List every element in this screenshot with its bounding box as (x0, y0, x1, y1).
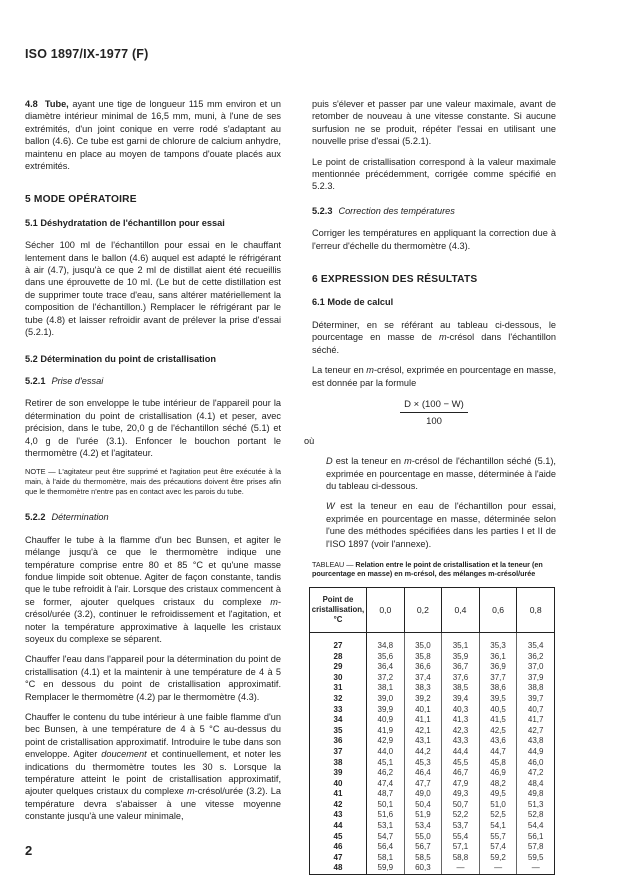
table-row (310, 662, 555, 673)
clause-number: 4.8 (25, 99, 38, 109)
table-cell: 55,0 (404, 832, 442, 843)
section-5-2-2-para-1: Chauffer le tube à la flamme d'un bec Bunsen, et agiter le mélange jusqu'à ce que le thermomètre indique une température comprise entre 80 et 85 °C et qu'une masse fondue limpide soit obtenue. Agiter de façon constante, tandis que le tube refroidit à l'air. Lorsque des cristaux commencent à se former, ajouter quelques cristaux du complexe m-crésol/urée (3.2), continuer le refroidissement et l'agitation, et noter la température approximative à laquelle les cristaux soyeux du complexe se séparent. (25, 534, 281, 644)
table-cell: 53,1 (367, 821, 405, 832)
table-cell: 59,5 (517, 853, 555, 864)
table-cell: 51,9 (404, 810, 442, 821)
table-cell: 48,7 (367, 789, 405, 800)
row-temperature: 48 (310, 863, 367, 874)
continued-para-2: Le point de cristallisation correspond à la valeur maximale mentionnée précédemment, corrigée comme spécifié en 5.2.3. (312, 156, 556, 192)
row-temperature: 43 (310, 810, 367, 821)
table-cell: 35,1 (442, 632, 480, 651)
table-cell: 49,3 (442, 789, 480, 800)
table-cell: 44,4 (442, 747, 480, 758)
table-cell: 41,5 (479, 715, 517, 726)
table-cell: 38,5 (442, 683, 480, 694)
table-cell: 36,2 (517, 652, 555, 663)
table-cell: 56,7 (404, 842, 442, 853)
table-cell: 49,0 (404, 789, 442, 800)
section-6-1-title: 6.1 Mode de calcul (312, 297, 394, 308)
table-row (310, 736, 555, 747)
row-temperature: 33 (310, 705, 367, 716)
row-temperature: 47 (310, 853, 367, 864)
table-cell: 36,6 (404, 662, 442, 673)
table-cell: 57,8 (517, 842, 555, 853)
table-cell: 44,9 (517, 747, 555, 758)
table-cell: — (442, 863, 480, 874)
column-header: 0,2 (404, 587, 442, 632)
table-cell: 48,2 (479, 779, 517, 790)
table-row (310, 758, 555, 769)
table-row (310, 810, 555, 821)
table-cell: 50,7 (442, 800, 480, 811)
table-row (310, 863, 555, 874)
section-5-2-2-para-3: Chauffer le contenu du tube intérieur à une faible flamme d'un bec Bunsen, à une température de 4 à 5 °C au-dessus du point de cristallisation approximatif. Introduire le tube dans son enveloppe. Agiter doucement et continuellement, et noter les indications du thermomètre toutes les 30 s. Lorsque la température atteint le point de cristallisation approximatif, ajouter quelques cristaux du complexe m-crésol/urée (3.2). La température devra s'abaisser à une vitesse moyenne constante jusqu'à une valeur minimale, (25, 712, 281, 822)
table-cell: 41,1 (404, 715, 442, 726)
table-cell: 46,2 (367, 768, 405, 779)
table-header-row (310, 587, 555, 632)
crystallization-table (309, 587, 555, 875)
table-cell: 49,5 (479, 789, 517, 800)
table-cell: 39,0 (367, 694, 405, 705)
table-cell: 37,9 (517, 673, 555, 684)
table-cell: 49,8 (517, 789, 555, 800)
table-cell: 45,3 (404, 758, 442, 769)
table-cell: 55,4 (442, 832, 480, 843)
table-row (310, 832, 555, 843)
table-cell: 37,6 (442, 673, 480, 684)
table-cell: 47,9 (442, 779, 480, 790)
table-row (310, 747, 555, 758)
table-cell: 42,7 (517, 726, 555, 737)
table-cell: 46,7 (442, 768, 480, 779)
clause-term: Tube, (44, 99, 69, 109)
row-temperature: 41 (310, 789, 367, 800)
row-temperature: 31 (310, 683, 367, 694)
table-cell: 34,8 (367, 632, 405, 651)
table-cell: 50,1 (367, 800, 405, 811)
section-5-2-3-title: 5.2.3 Correction des températures (312, 205, 455, 216)
table-cell: 46,9 (479, 768, 517, 779)
table-row (310, 800, 555, 811)
table-cell: 41,7 (517, 715, 555, 726)
table-row (310, 652, 555, 663)
table-row (310, 683, 555, 694)
table-cell: 41,3 (442, 715, 480, 726)
table-cell: 52,8 (517, 810, 555, 821)
table-cell: 38,8 (517, 683, 555, 694)
section-5-1-title: 5.1 Déshydratation de l'échantillon pour essai (25, 217, 225, 228)
table-cell: 53,7 (442, 821, 480, 832)
right-column (304, 98, 557, 875)
table-row (310, 632, 555, 651)
table-cell: 40,9 (367, 715, 405, 726)
table-cell: 39,5 (479, 694, 517, 705)
row-temperature: 35 (310, 726, 367, 737)
table-cell: 39,9 (367, 705, 405, 716)
section-5-2-3-text: Corriger les températures en appliquant la correction due à l'erreur d'échelle du thermomètre (4.3). (312, 228, 556, 251)
table-cell: — (479, 863, 517, 874)
table-cell: 58,1 (367, 853, 405, 864)
column-header: 0,6 (479, 587, 517, 632)
table-cell: 57,1 (442, 842, 480, 853)
table-cell: 44,2 (404, 747, 442, 758)
table-cell: 44,7 (479, 747, 517, 758)
table-cell: 42,5 (479, 726, 517, 737)
table-cell: 52,2 (442, 810, 480, 821)
definition-d: D est la teneur en m-crésol de l'échantillon séché (5.1), exprimée en pourcentage en masse, déterminée à l'aide du tableau ci-dessous. (326, 456, 556, 491)
table-cell: 38,3 (404, 683, 442, 694)
section-5-2-2-para-2: Chauffer l'eau dans l'appareil pour la détermination du point de cristallisation (4.1) et la maintenir à une température de 4 à 5 °C en dessous du point de cristallisation approximatif. Remplacer le thermomètre (4.2) par le thermomètre (4.3). (25, 654, 281, 702)
row-temperature: 36 (310, 736, 367, 747)
table-cell: 35,8 (404, 652, 442, 663)
page-number: 2 (25, 843, 33, 858)
table-cell: 42,3 (442, 726, 480, 737)
left-column (25, 98, 281, 831)
table-cell: 36,4 (367, 662, 405, 673)
table-cell: 51,3 (517, 800, 555, 811)
table-row (310, 853, 555, 864)
table-cell: 35,3 (479, 632, 517, 651)
table-row (310, 705, 555, 716)
column-header-temperature: Point de cristallisation, °C (310, 587, 367, 632)
table-cell: 35,0 (404, 632, 442, 651)
table-cell: 42,9 (367, 736, 405, 747)
row-temperature: 46 (310, 842, 367, 853)
table-cell: 45,1 (367, 758, 405, 769)
clause-text: ayant une tige de longueur 115 mm environ et un diamètre intérieur minimal de 16,5 mm, muni, à l'une de ses extrémités, d'un joint conique en verre rodé s'adaptant au ballon (4.6). Ce tube est garni de chlorure de calcium anhydre, maintenu en place au moyen de tampons d'ouate placés aux extrémités. (25, 99, 281, 172)
table-cell: 37,0 (517, 662, 555, 673)
table-row (310, 842, 555, 853)
table-cell: 37,7 (479, 673, 517, 684)
table-cell: 58,8 (442, 853, 480, 864)
table-cell: 40,7 (517, 705, 555, 716)
section-6-1-para-2: La teneur en m-crésol, exprimée en pourcentage en masse, est donnée par la formule (312, 365, 556, 388)
table-row (310, 673, 555, 684)
row-temperature: 32 (310, 694, 367, 705)
table-cell: 45,5 (442, 758, 480, 769)
table-cell: 57,4 (479, 842, 517, 853)
table-cell: 52,5 (479, 810, 517, 821)
row-temperature: 28 (310, 652, 367, 663)
table-cell: 48,4 (517, 779, 555, 790)
section-5-1-text: Sécher 100 ml de l'échantillon pour essai en le chauffant lentement dans le ballon (4.6) auquel est adapté le réfrigérant à air (4.7), jusqu'à ce que 2 ml de distillat aient été recueillis dans une éprouvette de 10 ml. (Le but de cette distillation est de supprimer toute trace d'eau, sans altérer matériellement la composition de l'échantillon.) Remplacer le réfrigérant par le tube (4.8) et laisser refroidir avant de prélever la prise d'essai (5.2.1). (25, 240, 281, 338)
row-temperature: 38 (310, 758, 367, 769)
table-cell: 39,4 (442, 694, 480, 705)
table-cell: 36,1 (479, 652, 517, 663)
table-row (310, 726, 555, 737)
table-cell: 36,9 (479, 662, 517, 673)
table-cell: 35,6 (367, 652, 405, 663)
table-cell: 47,2 (517, 768, 555, 779)
table-row (310, 694, 555, 705)
row-temperature: 44 (310, 821, 367, 832)
table-cell: 43,8 (517, 736, 555, 747)
table-caption: TABLEAU — Relation entre le point de cristallisation et la teneur (en pourcentage en masse) en m-crésol, des mélanges m-crésol/urée (312, 559, 543, 579)
row-temperature: 40 (310, 779, 367, 790)
table-cell: 38,6 (479, 683, 517, 694)
definition-w: W est la teneur en eau de l'échantillon pour essai, exprimée en pourcentage en masse, déterminée selon l'une des méthodes spécifiées dans les parties I et II de l'ISO 1897 (voir l'annexe). (326, 501, 556, 549)
section-6-1-para-1: Déterminer, en se référant au tableau ci-dessous, le pourcentage en masse de m-crésol dans l'échantillon séché. (312, 319, 557, 355)
table-cell: 39,2 (404, 694, 442, 705)
table-cell: 37,2 (367, 673, 405, 684)
row-temperature: 34 (310, 715, 367, 726)
column-header: 0,8 (517, 587, 555, 632)
table-row (310, 821, 555, 832)
table-cell: 38,1 (367, 683, 405, 694)
table-cell: 39,7 (517, 694, 555, 705)
section-5-2-2-title: 5.2.2 Détermination (25, 512, 109, 523)
section-5-2-1-text: Retirer de son enveloppe le tube intérieur de l'appareil pour la détermination du point de cristallisation (4.1) et peser, avec précision, dans le tube, 20,0 g de l'échantillon séché (5.1) et 4,0 g de l'urée (3.1). Enfoncer le bouchon portant le thermomètre (4.2) et l'agitateur. (25, 398, 281, 458)
row-temperature: 37 (310, 747, 367, 758)
table-cell: 56,4 (367, 842, 405, 853)
table-cell: 45,8 (479, 758, 517, 769)
table-cell: 40,5 (479, 705, 517, 716)
table-cell: 37,4 (404, 673, 442, 684)
table-cell: 54,7 (367, 832, 405, 843)
formula (312, 399, 556, 429)
table-cell: 44,0 (367, 747, 405, 758)
table-row (310, 789, 555, 800)
table-cell: 43,6 (479, 736, 517, 747)
table-cell: 55,7 (479, 832, 517, 843)
section-5-2-title: 5.2 Détermination du point de cristallisation (25, 353, 216, 364)
where-label: où (304, 435, 315, 446)
table-cell: 51,6 (367, 810, 405, 821)
section-6-title: 6 EXPRESSION DES RÉSULTATS (312, 274, 478, 286)
formula-numerator: D × (100 − W) (400, 399, 468, 413)
table-cell: 58,5 (404, 853, 442, 864)
table-cell: 51,0 (479, 800, 517, 811)
table-cell: 43,1 (404, 736, 442, 747)
row-temperature: 42 (310, 800, 367, 811)
continued-para-1: puis s'élever et passer par une valeur maximale, avant de retomber de nouveau à une vitesse constante. Si aucune surfusion ne se produit, répéter l'essai en utilisant une nouvelle prise d'essai (5.2.1). (312, 99, 556, 147)
table-row (310, 779, 555, 790)
table-row (310, 715, 555, 726)
column-header: 0,0 (367, 587, 405, 632)
table-cell: 40,3 (442, 705, 480, 716)
table-cell: 43,3 (442, 736, 480, 747)
table-cell: 53,4 (404, 821, 442, 832)
document-header: ISO 1897/IX-1977 (F) (25, 47, 149, 61)
table-cell: 59,2 (479, 853, 517, 864)
table-row (310, 768, 555, 779)
table-cell: 54,4 (517, 821, 555, 832)
table-cell: 50,4 (404, 800, 442, 811)
row-temperature: 27 (310, 632, 367, 651)
row-temperature: 30 (310, 673, 367, 684)
formula-denominator: 100 (426, 416, 442, 428)
table-cell: 47,4 (367, 779, 405, 790)
note: NOTE — L'agitateur peut être supprimé et l'agitation peut être exécutée à la main, à l'aide du thermomètre, mais des précautions doivent être prises afin que le thermomètre n'entre pas en contact avec les parois du tube. (25, 467, 281, 497)
section-5-title: 5 MODE OPÉRATOIRE (25, 194, 137, 206)
table-cell: 35,9 (442, 652, 480, 663)
clause-4-8 (25, 98, 281, 172)
column-header: 0,4 (442, 587, 480, 632)
table-cell: — (517, 863, 555, 874)
section-5-2-1-title: 5.2.1 Prise d'essai (25, 375, 104, 386)
table-cell: 46,4 (404, 768, 442, 779)
table-cell: 56,1 (517, 832, 555, 843)
table-cell: 36,7 (442, 662, 480, 673)
table-cell: 60,3 (404, 863, 442, 874)
table-cell: 35,4 (517, 632, 555, 651)
table-cell: 47,7 (404, 779, 442, 790)
row-temperature: 39 (310, 768, 367, 779)
table-cell: 41,9 (367, 726, 405, 737)
table-cell: 42,1 (404, 726, 442, 737)
table-cell: 46,0 (517, 758, 555, 769)
row-temperature: 29 (310, 662, 367, 673)
table-cell: 40,1 (404, 705, 442, 716)
table-cell: 54,1 (479, 821, 517, 832)
row-temperature: 45 (310, 832, 367, 843)
table-cell: 59,9 (367, 863, 405, 874)
